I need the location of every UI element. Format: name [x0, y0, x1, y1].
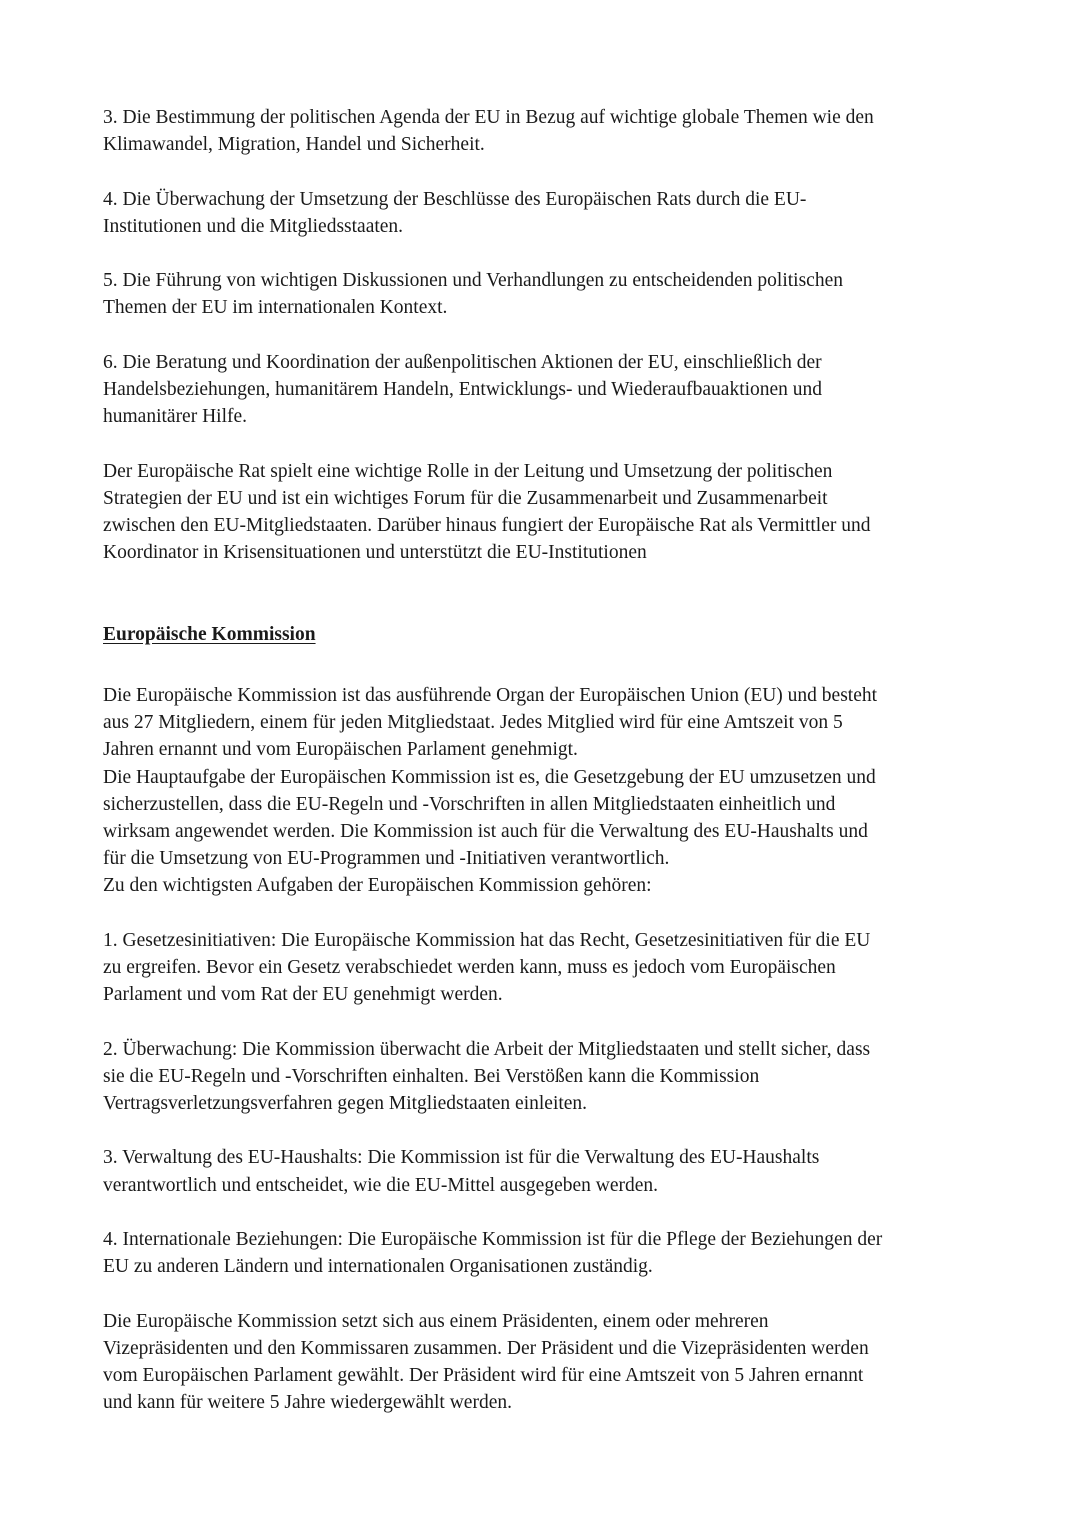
section-heading-commission: Europäische Kommission: [103, 623, 316, 645]
council-task-5: [103, 267, 978, 321]
text-line: zwischen den EU-Mitgliedstaaten. Darüber hinaus fungiert der Europäische Rat als Vermittler und: [103, 514, 871, 536]
text-line: 4. Die Überwachung der Umsetzung der Beschlüsse des Europäischen Rats durch die EU-: [103, 188, 807, 210]
commission-intro: [103, 682, 978, 900]
text-line: 2. Überwachung: Die Kommission überwacht die Arbeit der Mitgliedstaaten und stellt sicher, dass: [103, 1038, 871, 1060]
commission-task-1: [103, 927, 978, 1009]
text-line: Parlament und vom Rat der EU genehmigt werden.: [103, 984, 503, 1006]
document-page: [103, 104, 978, 1416]
text-line: verantwortlich und entscheidet, wie die EU-Mittel ausgegeben werden.: [103, 1174, 659, 1196]
text-line: Der Europäische Rat spielt eine wichtige Rolle in der Leitung und Umsetzung der politischen: [103, 460, 833, 482]
text-line: sicherzustellen, dass die EU-Regeln und -Vorschriften in allen Mitgliedstaaten einheitlich und: [103, 793, 836, 815]
text-line: Die Hauptaufgabe der Europäischen Kommission ist es, die Gesetzgebung der EU umzusetzen und: [103, 766, 876, 788]
text-line: Zu den wichtigsten Aufgaben der Europäischen Kommission gehören:: [103, 875, 652, 897]
text-line: 5. Die Führung von wichtigen Diskussionen und Verhandlungen zu entscheidenden politischen: [103, 270, 843, 292]
text-line: Vertragsverletzungsverfahren gegen Mitgliedstaaten einleiten.: [103, 1093, 588, 1114]
text-line: 3. Verwaltung des EU-Haushalts: Die Kommission ist für die Verwaltung des EU-Haushalts: [103, 1147, 820, 1169]
text-line: 3. Die Bestimmung der politischen Agenda der EU in Bezug auf wichtige globale Themen wie den: [103, 107, 874, 128]
council-task-3: [103, 104, 978, 158]
text-line: Strategien der EU und ist ein wichtiges Forum für die Zusammenarbeit und Zusammenarbeit: [103, 487, 828, 509]
text-line: EU zu anderen Ländern und internationalen Organisationen zuständig.: [103, 1256, 653, 1278]
text-line: zu ergreifen. Bevor ein Gesetz verabschiedet werden kann, muss es jedoch vom Europäischen: [103, 957, 836, 978]
commission-task-3: [103, 1144, 978, 1198]
council-task-4: [103, 186, 978, 240]
text-line: Die Europäische Kommission ist das ausführende Organ der Europäischen Union (EU) und besteht: [103, 684, 878, 706]
text-line: für die Umsetzung von EU-Programmen und -Initiativen verantwortlich.: [103, 848, 670, 870]
text-line: 1. Gesetzesinitiativen: Die Europäische Kommission hat das Recht, Gesetzesinitiativen für die EU: [103, 929, 871, 951]
commission-task-4: [103, 1226, 978, 1280]
text-line: Klimawandel, Migration, Handel und Sicherheit.: [103, 134, 485, 156]
text-line: Themen der EU im internationalen Kontext.: [103, 297, 448, 319]
text-line: sie die EU-Regeln und -Vorschriften einhalten. Bei Verstößen kann die Kommission: [103, 1065, 760, 1087]
council-summary: [103, 458, 978, 567]
text-line: Institutionen und die Mitgliedsstaaten.: [103, 215, 404, 237]
text-line: wirksam angewendet werden. Die Kommission ist auch für die Verwaltung des EU-Haushalts und: [103, 821, 868, 842]
text-line: Jahren ernannt und vom Europäischen Parlament genehmigt.: [103, 739, 578, 761]
text-line: humanitärer Hilfe.: [103, 406, 248, 428]
text-line: 6. Die Beratung und Koordination der außenpolitischen Aktionen der EU, einschließlich der: [103, 351, 822, 373]
text-line: Koordinator in Krisensituationen und unterstützt die EU-Institutionen: [103, 542, 647, 564]
text-line: Handelsbeziehungen, humanitärem Handeln, Entwicklungs- und Wiederaufbauaktionen und: [103, 378, 823, 400]
council-task-6: [103, 349, 978, 431]
text-line: Vizepräsidenten und den Kommissaren zusammen. Der Präsident und die Vizepräsidenten werden: [103, 1337, 869, 1359]
text-line: vom Europäischen Parlament gewählt. Der Präsident wird für eine Amtszeit von 5 Jahren ernannt: [103, 1364, 864, 1386]
commission-composition: [103, 1308, 978, 1417]
commission-task-2: [103, 1036, 978, 1118]
text-line: 4. Internationale Beziehungen: Die Europäische Kommission ist für die Pflege der Beziehungen der: [103, 1228, 883, 1250]
text-line: und kann für weitere 5 Jahre wiedergewählt werden.: [103, 1392, 512, 1414]
text-line: Die Europäische Kommission setzt sich aus einem Präsidenten, einem oder mehreren: [103, 1310, 769, 1332]
text-line: aus 27 Mitgliedern, einem für jeden Mitgliedstaat. Jedes Mitglied wird für eine Amtszeit von 5: [103, 712, 843, 734]
